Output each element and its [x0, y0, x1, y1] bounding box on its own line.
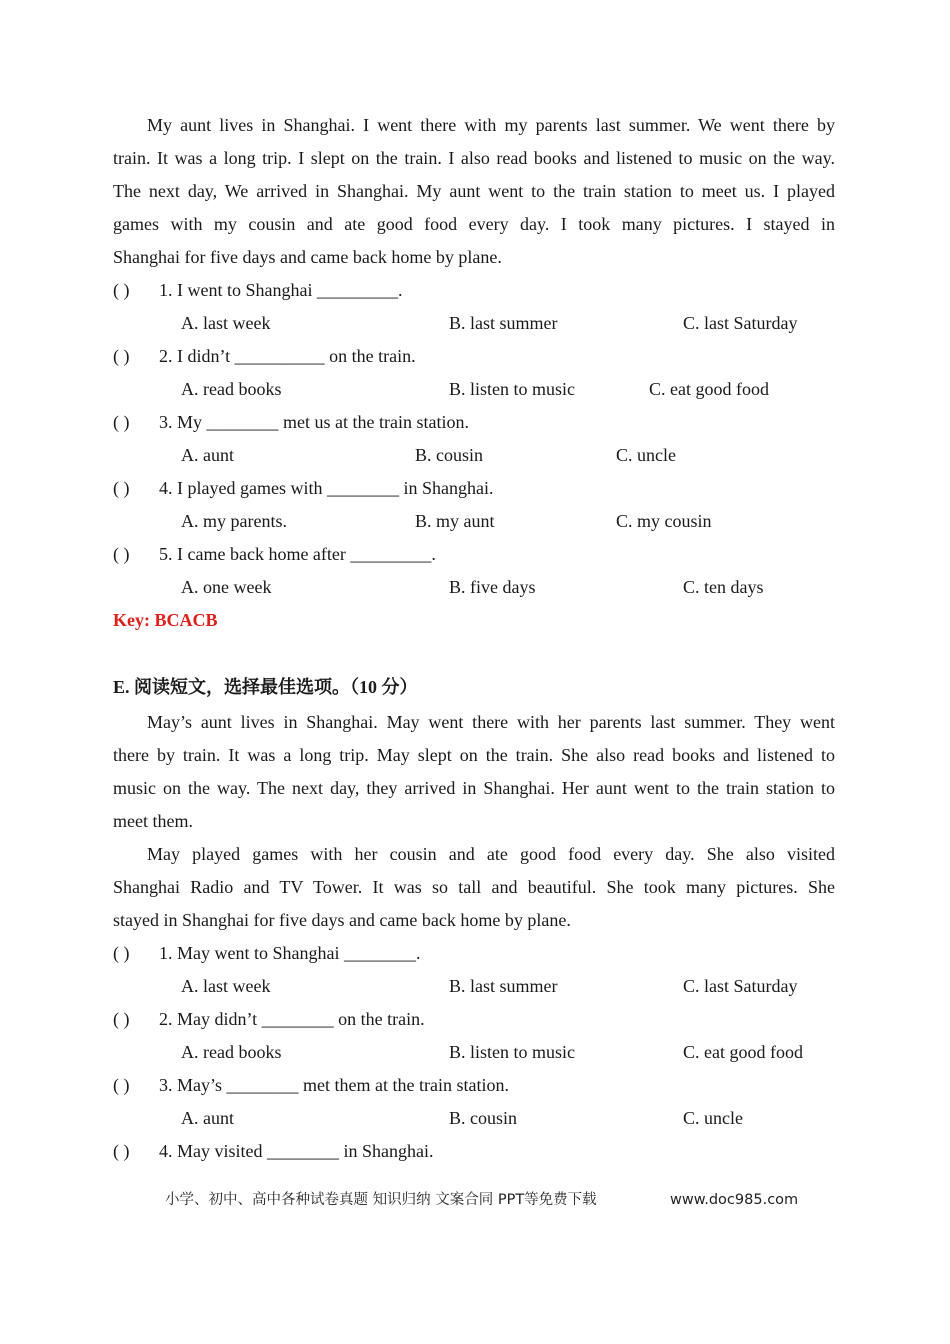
question-stem: 3. May’s ________ met them at the train station. — [159, 1075, 509, 1095]
question-stem: 5. I came back home after _________. — [159, 544, 436, 564]
option-c: C. ten days — [683, 577, 764, 597]
option-c: C. eat good food — [649, 379, 769, 399]
option-c: C. last Saturday — [683, 313, 798, 333]
passage2-line: meet them. — [113, 811, 193, 831]
question-1 — [113, 274, 402, 307]
footer-text: 小学、初中、高中各种试卷真题 知识归纳 文案合同 PPT等免费下载 — [165, 1192, 597, 1208]
option-a: A. aunt — [181, 445, 234, 465]
option-c: C. uncle — [683, 1108, 743, 1128]
option-c: C. my cousin — [616, 511, 712, 531]
option-b: B. last summer — [449, 976, 558, 996]
option-b: B. my aunt — [415, 511, 495, 531]
option-a: A. read books — [181, 1042, 282, 1062]
option-b: B. cousin — [449, 1108, 518, 1128]
question-2 — [113, 340, 416, 373]
e-question-3 — [113, 1069, 509, 1102]
question-5 — [113, 538, 436, 571]
option-a: A. last week — [181, 313, 271, 333]
passage1-line: Shanghai for five days and came back home by plane. — [113, 247, 502, 267]
answer-blank[interactable]: ( ) — [113, 478, 130, 498]
e-question-4 — [113, 1135, 433, 1168]
option-a: A. read books — [181, 379, 282, 399]
option-b: B. cousin — [415, 445, 484, 465]
option-a: A. aunt — [181, 1108, 234, 1128]
answer-blank[interactable]: ( ) — [113, 943, 130, 963]
option-b: B. listen to music — [449, 1042, 575, 1062]
e-question-1 — [113, 937, 420, 970]
answer-blank[interactable]: ( ) — [113, 1141, 130, 1161]
question-stem: 3. My ________ met us at the train station. — [159, 412, 469, 432]
e-question-2 — [113, 1003, 425, 1036]
footer-url[interactable]: www.doc985.com — [670, 1192, 799, 1208]
question-stem: 4. May visited ________ in Shanghai. — [159, 1141, 434, 1161]
passage2-line: Shanghai Radio and TV Tower. It was so tall and beautiful. She took many pictures. She — [113, 877, 835, 897]
option-b: B. five days — [449, 577, 536, 597]
option-c: C. uncle — [616, 445, 676, 465]
option-c: C. last Saturday — [683, 976, 798, 996]
option-a: A. one week — [181, 577, 272, 597]
question-stem: 1. May went to Shanghai ________. — [159, 943, 421, 963]
passage2-line: music on the way. The next day, they arrived in Shanghai. Her aunt went to the train station to — [113, 778, 835, 798]
question-stem: 2. I didn’t __________ on the train. — [159, 346, 416, 366]
passage2-line: May played games with her cousin and ate good food every day. She also visited — [147, 844, 835, 864]
question-stem: 1. I went to Shanghai _________. — [159, 280, 403, 300]
option-a: A. last week — [181, 976, 271, 996]
passage1-line: My aunt lives in Shanghai. I went there with my parents last summer. We went there by — [147, 115, 835, 135]
passage1-line: games with my cousin and ate good food every day. I took many pictures. I stayed in — [113, 214, 835, 234]
passage2-line: there by train. It was a long trip. May slept on the train. She also read books and listened to — [113, 745, 835, 765]
passage2-line: May’s aunt lives in Shanghai. May went there with her parents last summer. They went — [147, 712, 835, 732]
answer-blank[interactable]: ( ) — [113, 1009, 130, 1029]
answer-blank[interactable]: ( ) — [113, 1075, 130, 1095]
question-4 — [113, 472, 493, 505]
question-stem: 4. I played games with ________ in Shanghai. — [159, 478, 494, 498]
passage1-line: The next day, We arrived in Shanghai. My aunt went to the train station to meet us. I played — [113, 181, 835, 201]
option-a: A. my parents. — [181, 511, 287, 531]
answer-blank[interactable]: ( ) — [113, 412, 130, 432]
option-b: B. listen to music — [449, 379, 575, 399]
section-e-heading: E. 阅读短文，选择最佳选项。（10 分） — [113, 677, 418, 697]
option-b: B. last summer — [449, 313, 558, 333]
answer-key: Key: BCACB — [113, 610, 218, 630]
page-footer — [165, 1188, 799, 1212]
answer-blank[interactable]: ( ) — [113, 544, 130, 564]
question-stem: 2. May didn’t ________ on the train. — [159, 1009, 425, 1029]
option-c: C. eat good food — [683, 1042, 803, 1062]
question-3 — [113, 406, 469, 439]
answer-blank[interactable]: ( ) — [113, 346, 130, 366]
passage2-line: stayed in Shanghai for five days and came back home by plane. — [113, 910, 571, 930]
answer-blank[interactable]: ( ) — [113, 280, 130, 300]
passage1-line: train. It was a long trip. I slept on the train. I also read books and listened to music on the way. — [113, 148, 835, 168]
